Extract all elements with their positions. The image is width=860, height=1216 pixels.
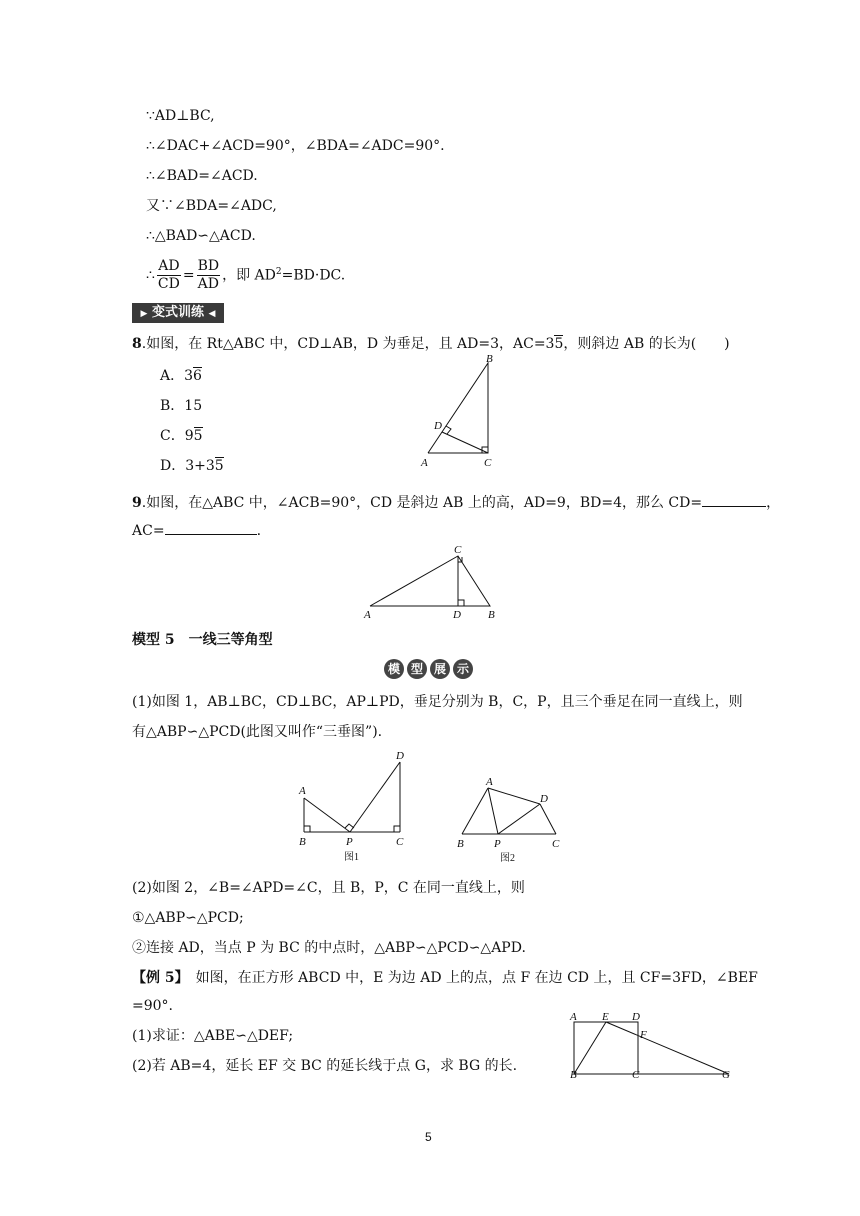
- point-label-f: F: [640, 1029, 647, 1041]
- point-label-c: C: [632, 1069, 640, 1081]
- point-label-p: P: [346, 836, 353, 848]
- question-9: [132, 492, 780, 513]
- figure-2-equal-angles: [454, 774, 566, 862]
- question-text-end: ，则斜边 AB 的长为( ): [563, 336, 730, 352]
- question-number: 8: [132, 336, 142, 352]
- example-text: 如图，在正方形 ABCD 中，E 为边 AD 上的点，点 F 在边 CD 上，且 CF=3FD，∠BEF: [181, 970, 758, 986]
- proof-conclusion-a: ，即 AD: [222, 267, 276, 284]
- fraction-ad-cd: [157, 258, 181, 293]
- point-label-c: C: [396, 836, 404, 848]
- proof-line-6: [146, 254, 345, 294]
- answer-blank-ac[interactable]: [165, 520, 257, 535]
- point-label-c: C: [552, 838, 560, 850]
- example-5-line-1: [132, 968, 758, 988]
- point-label-e: E: [602, 1011, 609, 1023]
- badge-char: 型: [407, 659, 427, 679]
- example-5-part-1: (1)求证：△ABE∽△DEF;: [132, 1028, 294, 1044]
- sqrt-radicand: 5: [554, 336, 564, 352]
- option-b[interactable]: B．15: [160, 398, 203, 414]
- segment-pd: [498, 804, 540, 834]
- proof-line-1: ∵AD⊥BC,: [146, 108, 215, 124]
- sqrt-radicand: 5: [214, 458, 224, 474]
- question-number: 9: [132, 495, 142, 511]
- model-5-para-2-line-1: (2)如图 2，∠B=∠APD=∠C，且 B，P，C 在同一直线上，则: [132, 880, 525, 896]
- example-5-square-figure: [566, 1012, 736, 1080]
- proof-conclusion-b: =BD·DC.: [281, 267, 346, 284]
- section-banner: [132, 303, 224, 323]
- point-label-a: A: [570, 1011, 577, 1023]
- right-angle-mark: [446, 426, 451, 434]
- point-label-a: A: [421, 457, 428, 469]
- altitude-cd: [442, 432, 488, 453]
- proof-line-3: ∴∠BAD=∠ACD.: [146, 168, 258, 184]
- figure-2-caption: 图2: [500, 853, 515, 864]
- model-5-para-1-line-1: (1)如图 1，AB⊥BC，CD⊥BC，AP⊥PD，垂足分别为 B，C，P，且三个垂足在同一直线上，则: [132, 694, 743, 710]
- model-5-para-1-line-2: 有△ABP∽△PCD(此图又叫作“三垂图”).: [132, 724, 383, 740]
- right-angle-mark: [458, 600, 464, 606]
- point-label-d: D: [396, 750, 404, 762]
- badge-char: 示: [453, 659, 473, 679]
- figure-1-three-perpendiculars: [292, 748, 412, 863]
- question-text: AC=: [132, 523, 165, 539]
- point-label-d: D: [453, 609, 461, 621]
- point-label-b: B: [488, 609, 495, 621]
- question-8: [132, 334, 730, 354]
- example-5-line-2: =90°.: [132, 998, 173, 1014]
- right-angle-mark: [345, 824, 354, 828]
- period: .: [256, 523, 262, 539]
- model-5-title: 模型 5 一线三等角型: [132, 632, 273, 648]
- fraction-denominator: CD: [157, 276, 180, 293]
- model-5-para-2-line-2: ①△ABP∽△PCD;: [132, 910, 244, 926]
- fraction-denominator: AD: [197, 276, 220, 293]
- segment-ab: [462, 788, 488, 834]
- answer-blank-cd[interactable]: [702, 492, 766, 507]
- right-triangle-icon: ▶: [140, 309, 148, 319]
- question-9-line-2: [132, 520, 261, 541]
- segment-dc: [540, 804, 556, 834]
- point-label-p: P: [494, 838, 501, 850]
- option-d-label: D．3+3: [160, 458, 215, 474]
- point-label-c: C: [484, 457, 492, 469]
- point-label-b: B: [299, 836, 306, 848]
- model-5-para-2-line-3: ②连接 AD，当点 P 为 BC 的中点时，△ABP∽△PCD∽△APD.: [132, 940, 526, 956]
- fraction-numerator: AD: [158, 258, 180, 275]
- right-angle-mark: [394, 826, 400, 832]
- option-a[interactable]: [160, 366, 202, 386]
- point-label-d: D: [632, 1011, 640, 1023]
- sqrt-radicand: 6: [193, 368, 202, 384]
- segment-ad: [488, 788, 540, 804]
- question-text: .如图，在△ABC 中，∠ACB=90°，CD 是斜边 AB 上的高，AD=9，BD=4，那么 CD=: [141, 495, 703, 511]
- option-c-label: C．9: [160, 428, 194, 444]
- segment-ap: [488, 788, 498, 834]
- point-label-a: A: [486, 776, 493, 788]
- square-abcd: [574, 1022, 638, 1074]
- proof-line-4: 又∵∠BDA=∠ADC,: [146, 198, 277, 214]
- segment-ap: [304, 798, 350, 832]
- example-label: 【例 5】: [132, 970, 182, 986]
- badge-char: 模: [384, 659, 404, 679]
- right-angle-mark: [304, 826, 310, 832]
- example-5-part-2: (2)若 AB=4，延长 EF 交 BC 的延长线于点 G，求 BG 的长.: [132, 1058, 518, 1074]
- triangle-abc: [370, 556, 490, 606]
- option-d[interactable]: [160, 456, 224, 476]
- segment-be: [574, 1022, 606, 1074]
- point-label-b: B: [570, 1069, 577, 1081]
- segment-pd: [350, 762, 400, 832]
- badge-char: 展: [430, 659, 450, 679]
- q8-triangle-figure: [420, 355, 500, 470]
- question-text: .如图，在 Rt△ABC 中，CD⊥AB，D 为垂足，且 AD=3，AC=3: [141, 336, 555, 352]
- q9-triangle-figure: [362, 544, 502, 620]
- sqrt-radicand: 5: [193, 428, 203, 444]
- fraction-bd-ad: [197, 258, 221, 293]
- point-label-b: B: [486, 353, 493, 365]
- point-label-a: A: [364, 609, 371, 621]
- banner-label: 变式训练: [151, 305, 204, 320]
- fraction-numerator: BD: [197, 258, 220, 275]
- option-a-label: A．3: [160, 368, 194, 384]
- comma: ，: [766, 495, 781, 511]
- proof-line-5: ∴△BAD∽△ACD.: [146, 228, 256, 244]
- option-c[interactable]: [160, 426, 203, 446]
- model-display-badge: [380, 657, 480, 681]
- segment-eg: [606, 1022, 729, 1074]
- page-number: 5: [425, 1130, 432, 1144]
- figure-1-caption: 图1: [344, 852, 359, 863]
- point-label-a: A: [299, 785, 306, 797]
- superscript-2: 2: [275, 267, 282, 277]
- proof-therefore: ∴: [146, 267, 155, 284]
- point-label-c: C: [454, 544, 462, 556]
- proof-line-2: ∴∠DAC+∠ACD=90°，∠BDA=∠ADC=90°.: [146, 138, 445, 154]
- left-triangle-icon: ◀: [208, 309, 216, 319]
- equals-sign: =: [182, 267, 195, 284]
- point-label-d: D: [434, 420, 442, 432]
- point-label-b: B: [457, 838, 464, 850]
- point-label-d: D: [540, 793, 548, 805]
- point-label-g: G: [722, 1069, 730, 1081]
